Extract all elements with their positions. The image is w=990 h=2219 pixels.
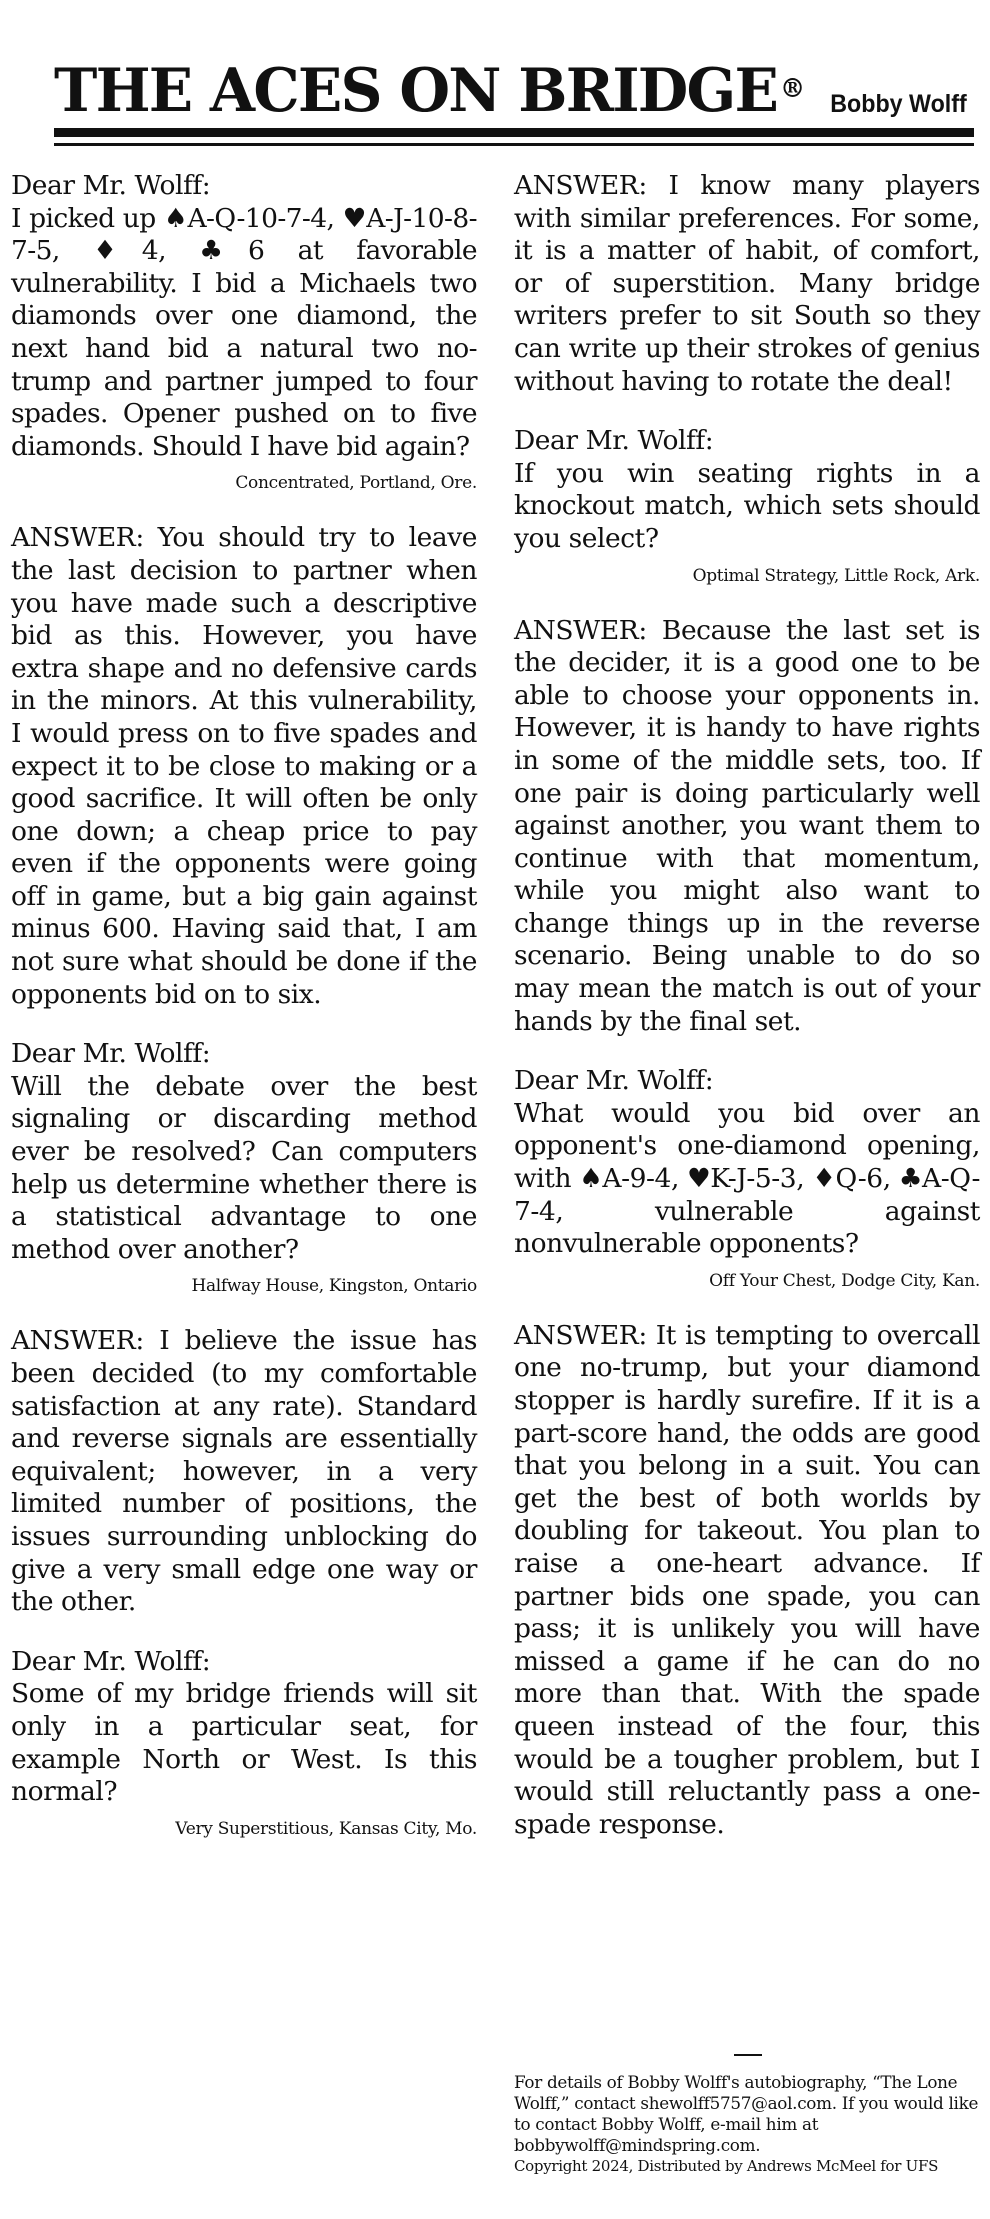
answer-text: ANSWER: You should try to leave the last decision to partner when you have made such a descriptive bid as this. However, you have extra shape and no defensive cards in the minors. At this vulnerability, I would press on to five spades and expect it to be close to making or a good sacrifice. It will often be only one down; a cheap price to pay even if the opponents were going off in game, but a big gain against minus 600. Having said that, I am not sure what should be done if the opponents bid on to six.: [11, 522, 477, 1010]
header-rule-thick: [54, 128, 974, 137]
letter-3: [11, 1646, 477, 1841]
letter-salutation: Dear Mr. Wolff:: [11, 170, 211, 201]
letter-salutation: Dear Mr. Wolff:: [11, 1645, 211, 1677]
letter-signature: Concentrated, Portland, Ore.: [235, 473, 477, 494]
letter-signature: Very Superstitious, Kansas City, Mo.: [175, 1818, 477, 1839]
letter-question: I picked up ♠A-Q-10-7-4, ♥A-J-10-8-7-5, ♦4, ♣6 at favorable vulnerability. I bid a Michaels two diamonds over one diamond, the next hand bid a natural two no-trump and partner jumped to four spades. Opener pushed on to five diamonds. Should I have bid again?: [11, 202, 477, 462]
letter-salutation: Dear Mr. Wolff:: [514, 1065, 714, 1097]
letter-question: What would you bid over an opponent's one-diamond opening, with ♠A-9-4, ♥K-J-5-3, ♦Q-6, ♣A-Q-7-4, vulnerable against nonvulnerable opponents?: [514, 1097, 980, 1260]
letter-2: [11, 1038, 477, 1298]
letter-salutation: Dear Mr. Wolff:: [514, 425, 714, 457]
letter-5: [514, 1065, 980, 1293]
letter-signature: Halfway House, Kingston, Ontario: [191, 1276, 477, 1297]
footnote: [514, 2072, 984, 2177]
footnote-details: For details of Bobby Wolff's autobiography, “The Lone Wolff,” contact shewolff5757@aol.com. If you would like to contact Bobby Wolff, e-mail him at bobbywolff@mindspring.com.: [514, 2072, 979, 2155]
author-byline: Bobby Wolff: [830, 90, 967, 118]
letter-question: If you win seating rights in a knockout match, which sets should you select?: [514, 457, 980, 554]
letter-salutation: Dear Mr. Wolff:: [11, 1038, 211, 1070]
footnote-divider: [734, 2054, 762, 2056]
letter-signature: Optimal Strategy, Little Rock, Ark.: [692, 565, 980, 586]
registered-mark: ®: [780, 74, 804, 104]
copyright-line: Copyright 2024, Distributed by Andrews McMeel for UFS: [514, 2157, 939, 2175]
answer-text: ANSWER: Because the last set is the decider, it is a good one to be able to choose your opponents in. However, it is handy to have rights in some of the middle sets, too. If one pair is doing particularly well against another, you want them to continue with that momentum, while you might also want to change things up in the reverse scenario. Being unable to do so may mean the match is out of your hands by the final set.: [514, 614, 980, 1037]
letter-4: [514, 425, 980, 587]
masthead: [54, 52, 974, 126]
letter-1: [11, 170, 477, 495]
answer-text: ANSWER: It is tempting to overcall one no-trump, but your diamond stopper is hardly surefire. If it is a part-score hand, the odds are good that you belong in a suit. You can get the best of both worlds by doubling for takeout. You plan to raise a one-heart advance. If partner bids one spade, you can pass; it is unlikely you will have missed a game if he can do no more than that. With the spade queen instead of the four, this would be a tougher problem, but I would still reluctantly pass a one-spade response.: [514, 1319, 980, 1840]
letter-question: Will the debate over the best signaling or discarding method ever be resolved? Can computers help us determine whether there is a statistical advantage to one method over another?: [11, 1070, 477, 1265]
column-title: THE ACES ON BRIDGE ®: [54, 56, 804, 126]
letter-signature: Off Your Chest, Dodge City, Kan.: [709, 1270, 980, 1291]
answer-text: ANSWER: I believe the issue has been decided (to my comfortable satisfaction at any rate). Standard and reverse signals are essentially equivalent; however, in a very limited number of positions, the issues surrounding unblocking do give a very small edge one way or the other.: [11, 1325, 477, 1618]
letter-question: Some of my bridge friends will sit only in a particular seat, for example North or West. Is this normal?: [11, 1678, 477, 1808]
left-column: [11, 170, 477, 1841]
header-rule-thin: [54, 143, 974, 146]
right-column: [514, 170, 980, 1841]
answer-text: ANSWER: I know many players with similar preferences. For some, it is a matter of habit, of comfort, or of superstition. Many bridge writers prefer to sit South so they can write up their strokes of genius without having to rotate the deal!: [514, 170, 980, 397]
